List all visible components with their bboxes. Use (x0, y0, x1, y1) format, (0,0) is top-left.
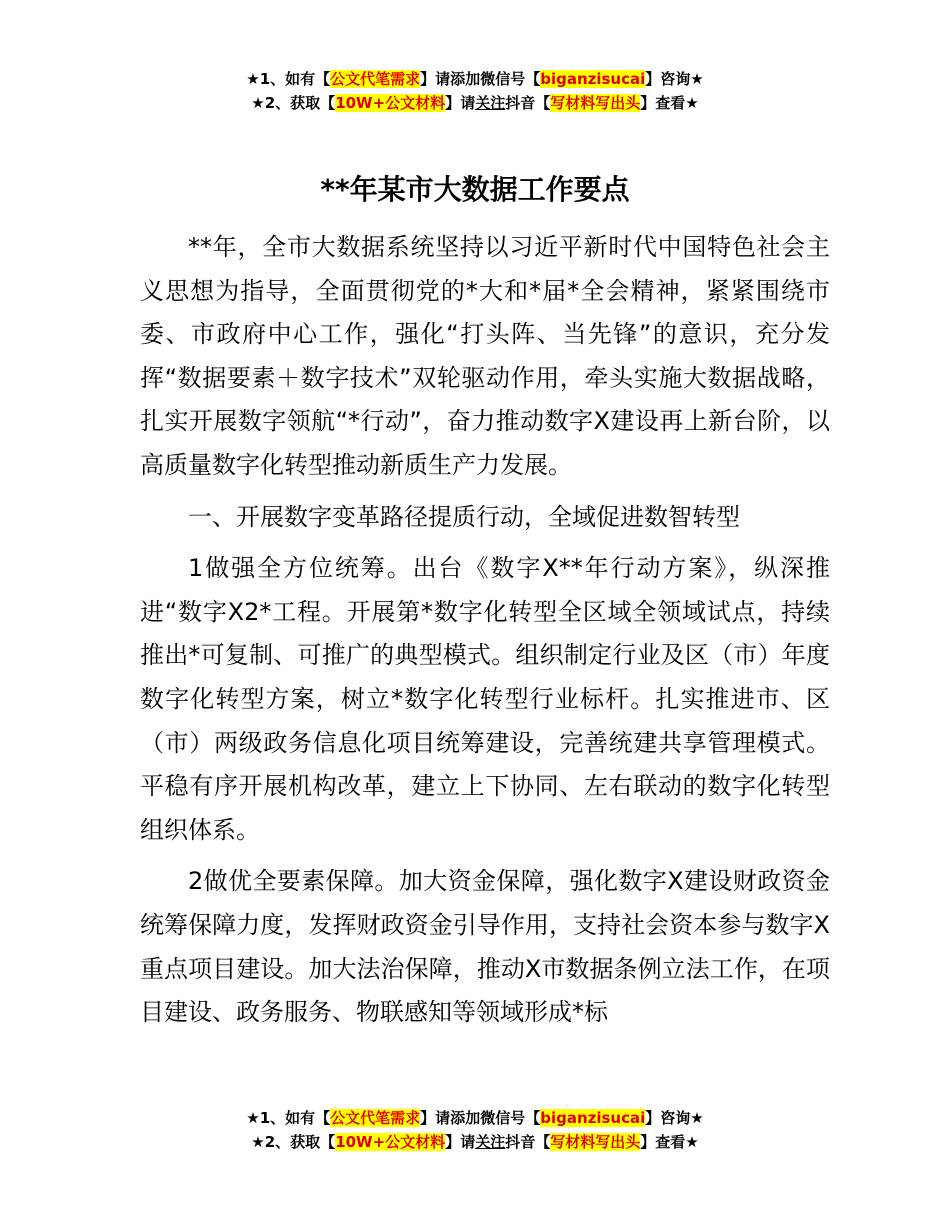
banner-line-1 (0, 67, 950, 91)
paragraph-item-2: 2做优全要素保障。加大资金保障，强化数字X建设财政资金统筹保障力度，发挥财政资金引导作用，支持社会资本参与数字X重点项目建设。加大法治保障，推动X市数据条例立法工作，在项目建设、政务服务、物联感知等领域形成*标 (140, 867, 830, 1027)
banner-highlight: 写材料写出头 (550, 94, 641, 112)
banner-text: ★2、获取【 (251, 1133, 336, 1151)
paragraph-intro: **年，全市大数据系统坚持以习近平新时代中国特色社会主义思想为指导，全面贯彻党的*大和*届*全会精神，紧紧围绕市委、市政府中心工作，强化“打头阵、当先锋”的意识，充分发挥“数据要素＋数字技术”双轮驱动作用，牵头实施大数据战略，扎实开展数字领航“*行动”，奋力推动数字X建设再上新台阶，以高质量数字化转型推动新质生产力发展。 (140, 233, 830, 479)
banner-highlight: biganzisucai (540, 70, 646, 88)
banner-text: 加 (465, 70, 481, 88)
paragraph-item-1: 1做强全方位统筹。出台《数字X**年行动方案》，纵深推进“数字X2*工程。开展第*数字化转型全区域全领域试点，持续推出*可复制、可推广的典型模式。组织制定行业及区（市）年度数字化转型方案，树立*数字化转型行业标杆。扎实推进市、区（市）两级政务信息化项目统筹建设，完善统建共享管理模式。平稳有序开展机构改革，建立上下协同、左右联动的数字化转型组织体系。 (140, 554, 830, 844)
banner-highlight: 写材料写出头 (550, 1133, 641, 1151)
banner-text: 微信号【 (480, 70, 541, 88)
banner-text: ★2、获取【 (251, 94, 336, 112)
banner-text: 】请添 (420, 70, 466, 88)
banner-highlight: 10W+公文材料 (335, 1133, 446, 1151)
footer-banner (0, 1106, 950, 1154)
banner-highlight: biganzisucai (540, 1109, 646, 1127)
banner-text: 】咨询★ (645, 1109, 704, 1127)
banner-text: 抖音【 (505, 1133, 551, 1151)
banner-line-2 (0, 1130, 950, 1154)
banner-text: 】请添 (420, 1109, 466, 1127)
banner-text: ★1、如有【 (246, 1109, 331, 1127)
banner-text: 】查看★ (640, 1133, 699, 1151)
banner-text: 】查看★ (640, 94, 699, 112)
banner-underlined: 关注 (475, 94, 506, 112)
document-title: **年某市大数据工作要点 (320, 173, 630, 206)
header-banner (0, 67, 950, 115)
banner-text: 】咨询★ (645, 70, 704, 88)
banner-line-2 (0, 91, 950, 115)
section-heading: 一、开展数字变革路径提质行动，全域促进数智转型 (188, 502, 740, 531)
banner-underlined: 关注 (475, 1133, 506, 1151)
banner-highlight: 公文代笔需求 (330, 70, 421, 88)
document-body (140, 226, 830, 1035)
banner-text: ★1、如有【 (246, 70, 331, 88)
banner-text: 】请 (445, 94, 476, 112)
banner-highlight: 10W+公文材料 (335, 94, 446, 112)
banner-text: 微信号【 (480, 1109, 541, 1127)
banner-highlight: 公文代笔需求 (330, 1109, 421, 1127)
banner-line-1 (0, 1106, 950, 1130)
banner-text: 抖音【 (505, 94, 551, 112)
banner-text: 】请 (445, 1133, 476, 1151)
banner-text: 加 (465, 1109, 481, 1127)
